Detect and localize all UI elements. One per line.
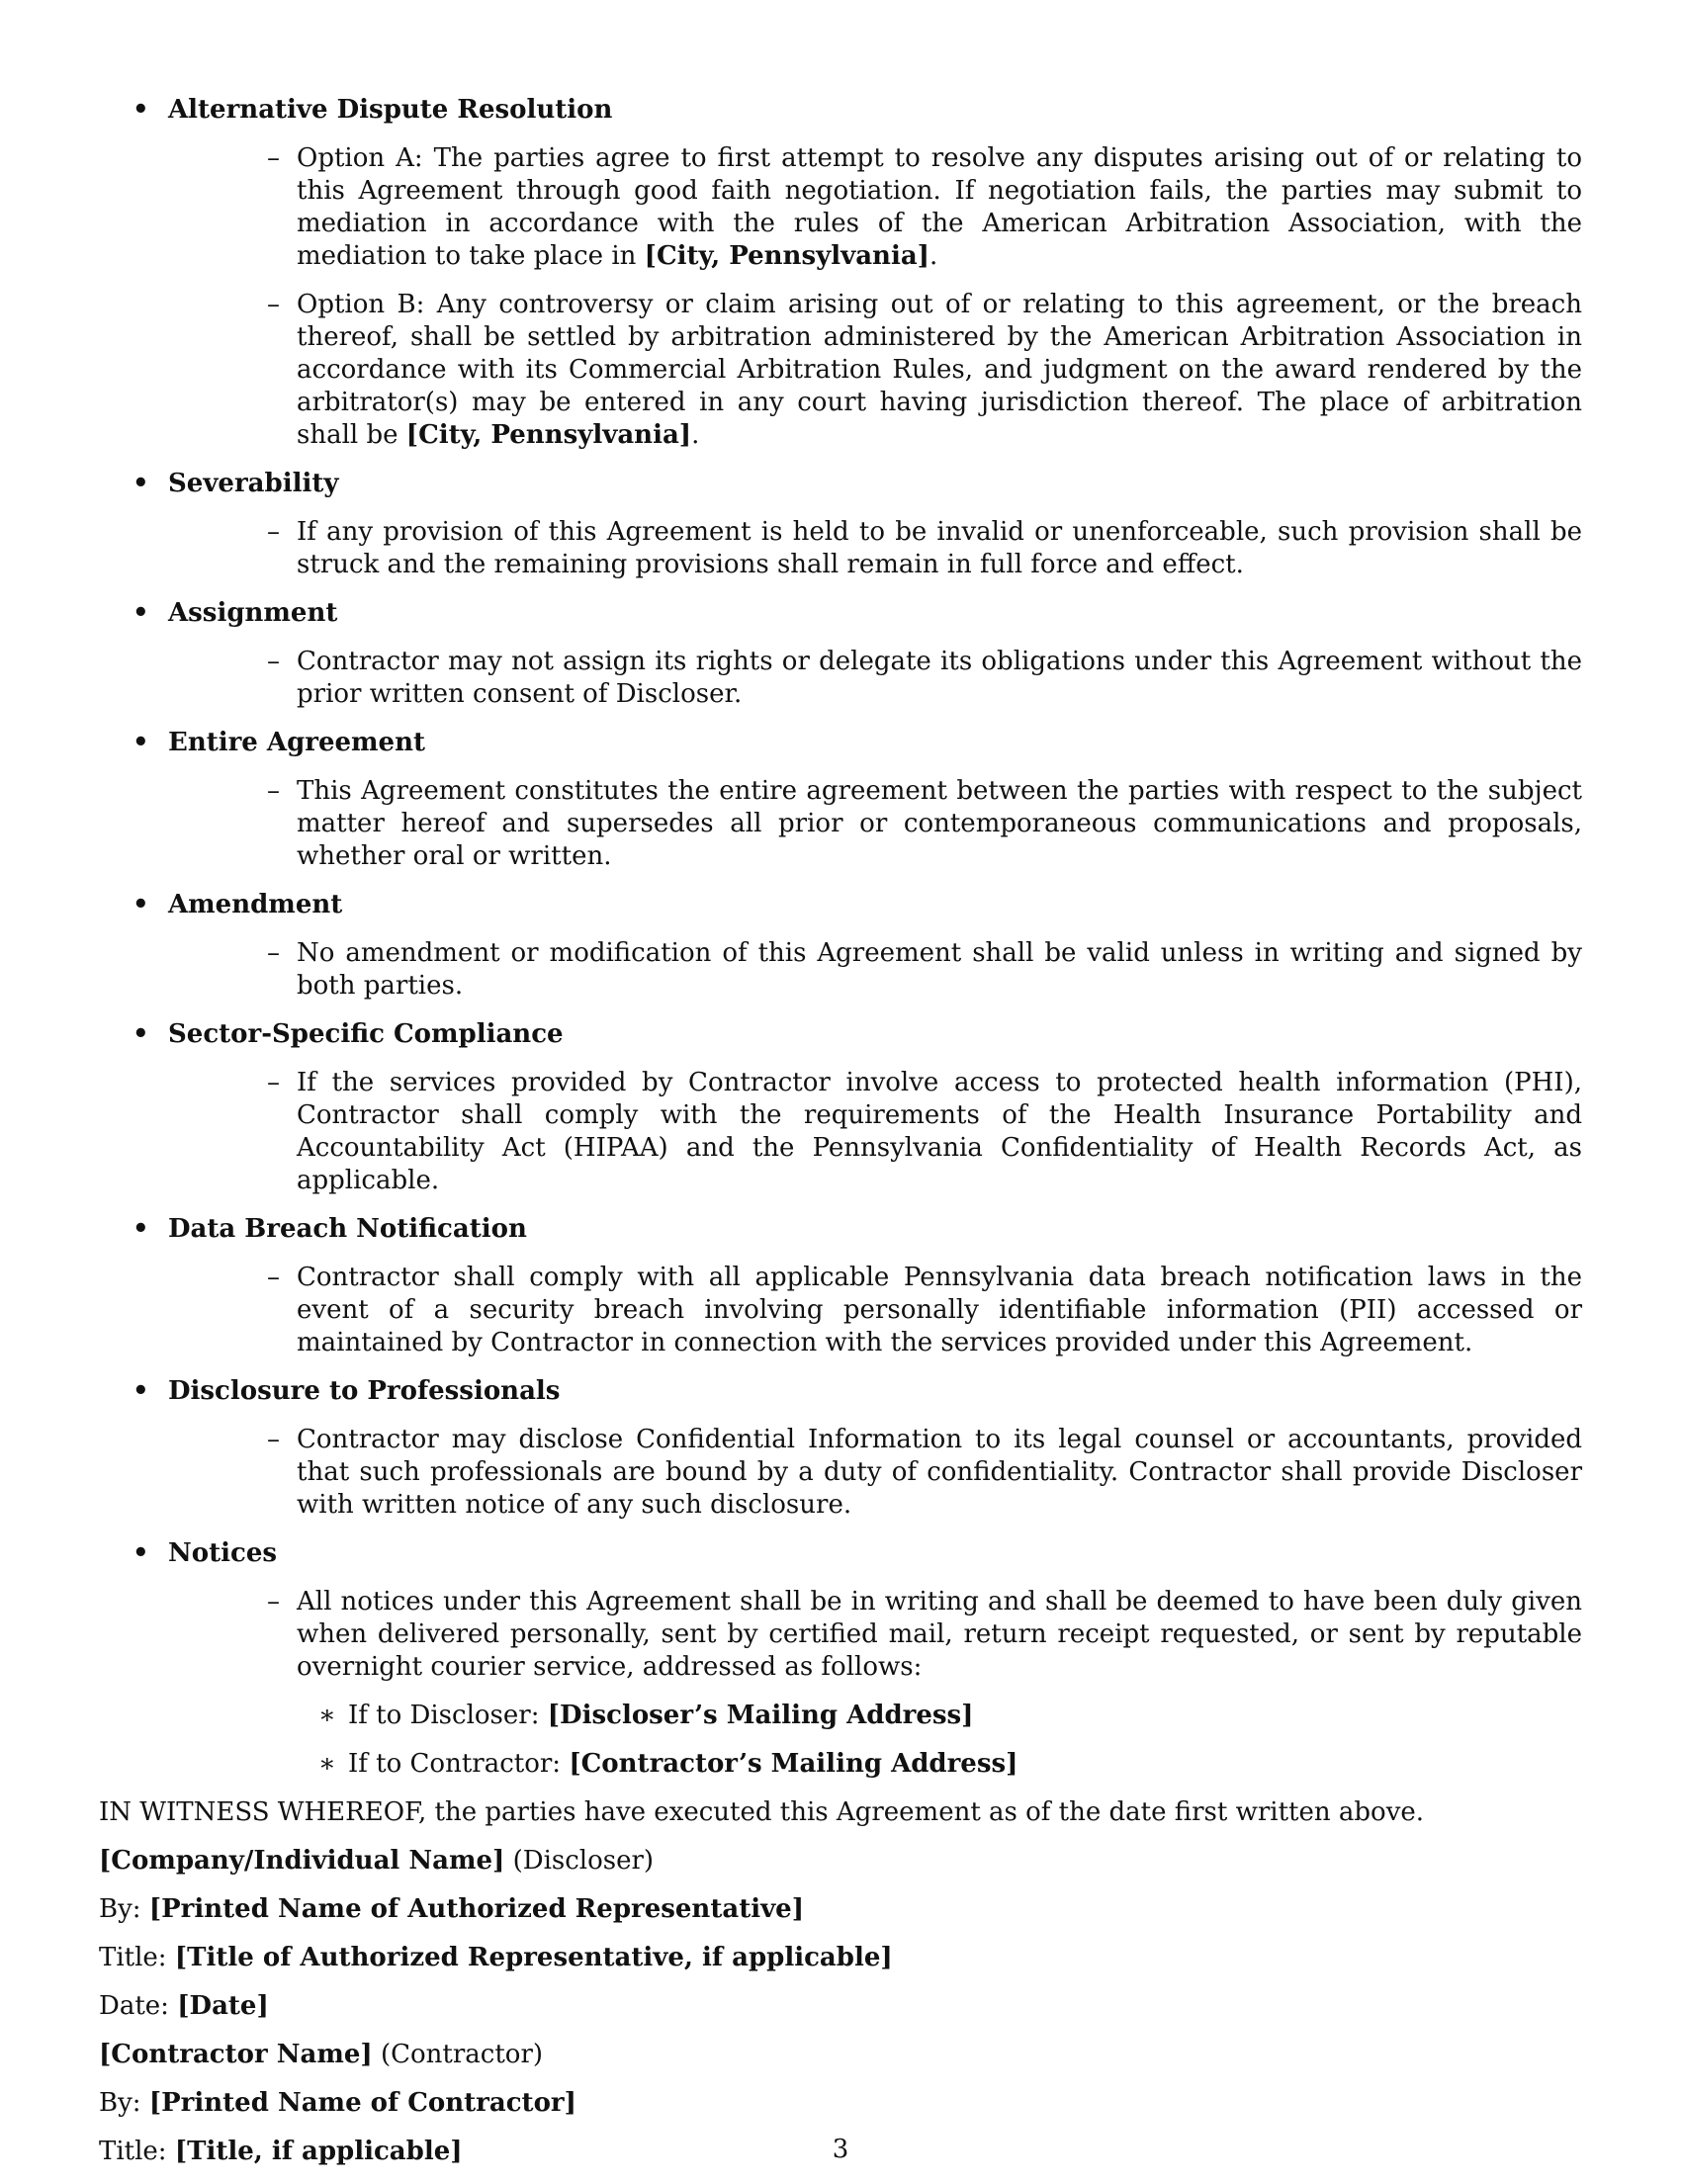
contractor-name-line: [Contractor Name] (Contractor) xyxy=(99,2040,544,2069)
asterisk-icon: ∗ xyxy=(318,1749,336,1779)
section-title: Assignment xyxy=(168,598,338,628)
dash-icon: – xyxy=(267,1263,280,1292)
clause-text: Contractor may disclose Confidential Information to its legal counsel or accountants, provided that such professionals are bound by a duty of confidentiality. Contractor shall provide Discloser with written notice of any such disclosure. xyxy=(297,1425,1582,1520)
dash-icon: – xyxy=(267,1425,280,1454)
clause-text: If any provision of this Agreement is held to be invalid or unenforceable, such provision shall be struck and the remaining provisions shall remain in full force and effect. xyxy=(297,517,1582,579)
dash-icon: – xyxy=(267,517,280,547)
bullet-icon: • xyxy=(133,1214,149,1244)
section-alternative-dispute-resolution xyxy=(99,94,1582,452)
section-title: Sector-Specific Compliance xyxy=(168,1019,564,1049)
section-title: Severability xyxy=(168,469,339,498)
clause-text: Contractor shall comply with all applicable Pennsylvania data breach notification laws in the event of a security breach involving personally identifiable information (PII) accessed or maintained by Contractor in connection with the services provided under this Agreement. xyxy=(297,1263,1582,1357)
section-notices xyxy=(99,1537,1582,1781)
dash-icon: – xyxy=(267,776,280,806)
bullet-icon: • xyxy=(133,598,149,628)
placeholder-contractor-printed-name: [Printed Name of Contractor] xyxy=(148,2088,576,2118)
option-b-text: Option B: Any controversy or claim arising out of or relating to this agreement, or the breach thereof, shall be settled by arbitration administered by the American Arbitration Association in accordance with its Commercial Arbitration Rules, and judgment on the award rendered by the arbitrator(s) may be entered in any court having jurisdiction thereof. The place of arbitration shall be xyxy=(297,290,1582,450)
list-item: – Option B: Any controversy or claim arising out of or relating to this agreement, or the breach thereof, shall be settled by arbitration administered by the American Arbitration Association in accordance with its Commercial Arbitration Rules, and judgment on the award rendered by the arbitrator(s) may be entered in any court having jurisdiction thereof. The place of arbitration shall be [City, Pennsylvania]. xyxy=(267,290,1582,450)
discloser-title-line: Title: [Title of Authorized Representative, if applicable] xyxy=(99,1943,893,1972)
placeholder-contractor-address: [Contractor’s Mailing Address] xyxy=(569,1749,1018,1779)
list-item xyxy=(168,937,1582,1003)
list-item: – Option A: The parties agree to first attempt to resolve any disputes arising out of or relating to this Agreement through good faith negotiation. If negotiation fails, the parties may submit to mediation in accordance with the rules of the American Arbitration Association, with the mediation to take place in [City, Pennsylvania]. xyxy=(267,143,1582,271)
placeholder-contractor-title: [Title, if applicable] xyxy=(174,2137,463,2166)
section-title: Entire Agreement xyxy=(168,728,425,757)
section-entire-agreement xyxy=(99,727,1582,873)
witness-statement: IN WITNESS WHEREOF, the parties have executed this Agreement as of the date first written above. xyxy=(99,1797,1425,1827)
list-item xyxy=(168,1586,1582,1684)
placeholder-city: [City, Pennsylvania] xyxy=(644,241,929,271)
bullet-icon: • xyxy=(133,1376,149,1406)
document-page xyxy=(99,94,1582,2184)
placeholder-representative-title: [Title of Authorized Representative, if applicable] xyxy=(174,1943,893,1972)
placeholder-city: [City, Pennsylvania] xyxy=(405,420,692,450)
asterisk-icon: ∗ xyxy=(318,1701,336,1730)
section-disclosure-to-professionals xyxy=(99,1375,1582,1522)
bullet-icon: • xyxy=(133,1538,149,1568)
section-assignment xyxy=(99,597,1582,711)
dash-icon: – xyxy=(267,290,280,319)
notice-address-contractor: ∗ If to Contractor: [Contractor’s Mailing Address] xyxy=(318,1749,1018,1779)
section-amendment xyxy=(99,889,1582,1003)
list-item xyxy=(168,775,1582,873)
section-data-breach-notification xyxy=(99,1213,1582,1359)
list-item xyxy=(168,1262,1582,1359)
placeholder-representative-name: [Printed Name of Authorized Representative] xyxy=(148,1894,805,1924)
contractor-by-line: By: [Printed Name of Contractor] xyxy=(99,2088,576,2118)
list-item xyxy=(168,516,1582,581)
discloser-date-line: Date: [Date] xyxy=(99,1991,269,2021)
option-a-text: Option A: The parties agree to first attempt to resolve any disputes arising out of or relating to this Agreement through good faith negotiation. If negotiation fails, the parties may submit to mediation in accordance with the rules of the American Arbitration Association, with the mediation to take place in xyxy=(297,143,1582,271)
discloser-name-line: [Company/Individual Name] (Discloser) xyxy=(99,1846,655,1876)
section-title: Data Breach Notification xyxy=(168,1214,527,1244)
section-title: Disclosure to Professionals xyxy=(168,1376,561,1406)
section-title: Notices xyxy=(168,1538,278,1568)
dash-icon: – xyxy=(267,938,280,968)
clause-text: Contractor may not assign its rights or delegate its obligations under this Agreement without the prior written consent of Discloser. xyxy=(297,647,1582,709)
bullet-icon: • xyxy=(133,728,149,757)
discloser-by-line: By: [Printed Name of Authorized Representative] xyxy=(99,1894,805,1924)
clause-text: This Agreement constitutes the entire agreement between the parties with respect to the subject matter hereof and supersedes all prior or contemporaneous communications and proposals, whether oral or written. xyxy=(297,776,1582,871)
section-title: Alternative Dispute Resolution xyxy=(168,95,613,125)
dash-icon: – xyxy=(267,1068,280,1097)
clause-text: If the services provided by Contractor involve access to protected health information (PHI), Contractor shall comply with the requirements of the Health Insurance Portability and Accountability Act (HIPAA) and the Pennsylvania Confidentiality of Health Records Act, as applicable. xyxy=(297,1068,1582,1195)
section-title: Amendment xyxy=(168,890,343,919)
placeholder-contractor-name: [Contractor Name] xyxy=(99,2040,373,2069)
list-item xyxy=(168,646,1582,711)
bullet-icon: • xyxy=(133,469,149,498)
clause-text: All notices under this Agreement shall be in writing and shall be deemed to have been duly given when delivered personally, sent by certified mail, return receipt requested, or sent by reputable overnight courier service, addressed as follows: xyxy=(297,1587,1582,1682)
section-sector-specific-compliance xyxy=(99,1018,1582,1197)
bullet-icon: • xyxy=(133,1019,149,1049)
list-item xyxy=(168,1067,1582,1197)
dash-icon: – xyxy=(267,647,280,676)
list-item xyxy=(168,1424,1582,1522)
section-severability xyxy=(99,468,1582,581)
dash-icon: – xyxy=(267,1587,280,1616)
bullet-icon: • xyxy=(133,890,149,919)
dash-icon: – xyxy=(267,143,280,173)
clause-text: No amendment or modification of this Agreement shall be valid unless in writing and signed by both parties. xyxy=(297,938,1582,1001)
placeholder-discloser-address: [Discloser’s Mailing Address] xyxy=(547,1701,974,1730)
bullet-icon: • xyxy=(133,95,149,125)
page-number: 3 xyxy=(832,2135,849,2164)
placeholder-date: [Date] xyxy=(177,1991,269,2021)
contractor-title-line: Title: [Title, if applicable] xyxy=(99,2137,463,2166)
placeholder-company-name: [Company/Individual Name] xyxy=(99,1846,505,1876)
notice-address-discloser: ∗ If to Discloser: [Discloser’s Mailing Address] xyxy=(318,1701,974,1730)
